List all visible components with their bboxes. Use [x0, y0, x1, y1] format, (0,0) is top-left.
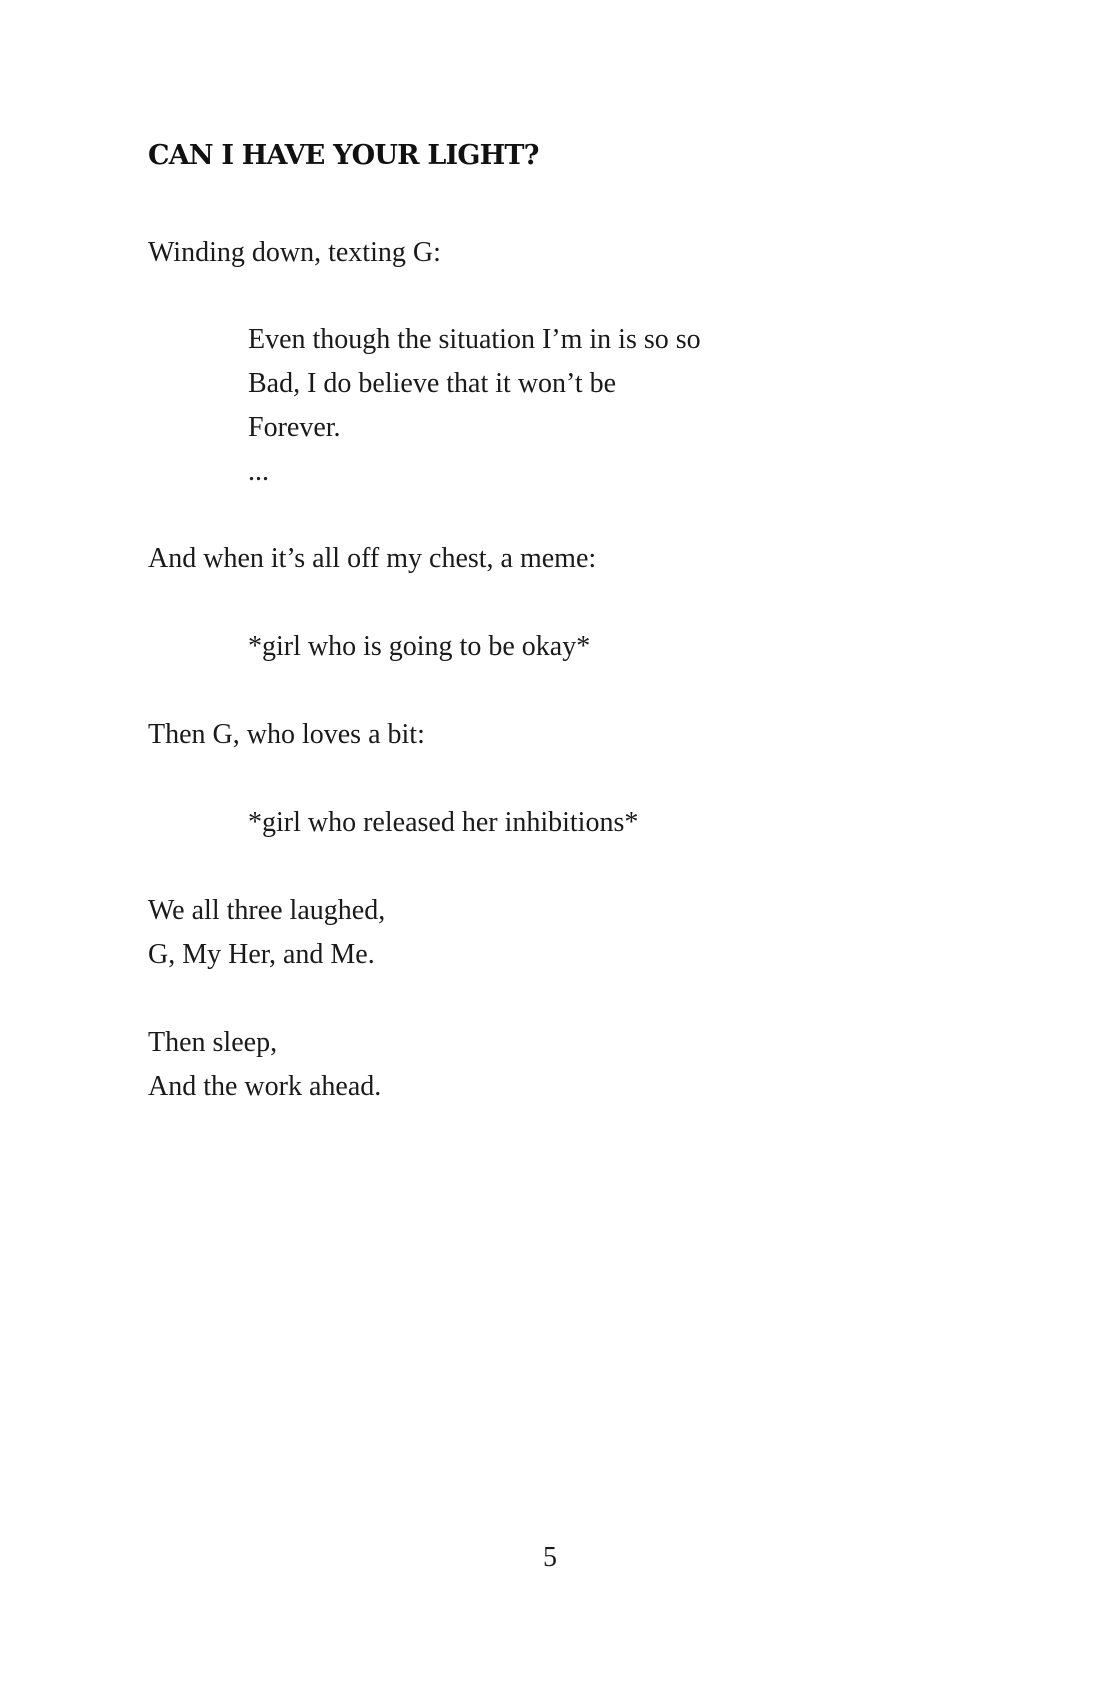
stanza-line: Then sleep, — [148, 1027, 278, 1058]
poem-intro-line: Winding down, texting G: — [148, 237, 441, 268]
meme-caption: *girl who released her inhibitions* — [248, 807, 639, 838]
stanza-line: G, My Her, and Me. — [148, 939, 375, 970]
stanza-line: We all three laughed, — [148, 895, 386, 926]
page-number: 5 — [543, 1542, 557, 1573]
text-message-line: Bad, I do believe that it won’t be — [248, 368, 617, 399]
text-message-ellipsis: ... — [248, 456, 269, 487]
stanza-line: And the work ahead. — [148, 1071, 382, 1102]
poem-title: CAN I HAVE YOUR LIGHT? — [148, 140, 539, 171]
reply-intro-line: Then G, who loves a bit: — [148, 719, 425, 750]
text-message-line: Even though the situation I’m in is so so — [248, 324, 701, 355]
text-message-line: Forever. — [248, 412, 341, 443]
meme-intro-line: And when it’s all off my chest, a meme: — [148, 543, 597, 574]
meme-caption: *girl who is going to be okay* — [248, 631, 591, 662]
